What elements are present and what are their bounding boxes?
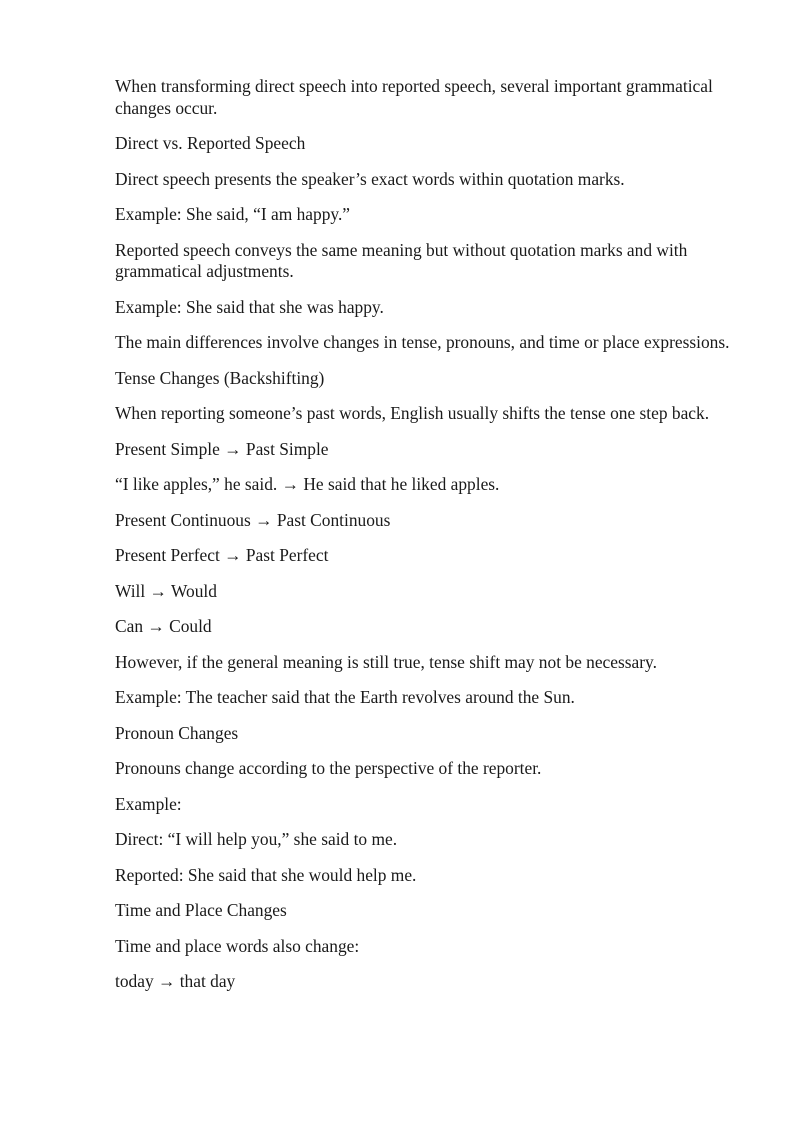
rule-today-that-day: today → that day — [115, 971, 236, 991]
rule-will-would: Will → Would — [115, 580, 217, 601]
intro-paragraph: When transforming direct speech into reported speech, several important grammatical changes occur. — [115, 76, 713, 118]
heading-tense-changes: Tense Changes (Backshifting) — [115, 367, 325, 388]
direct-speech-example: Example: She said, “I am happy.” — [115, 204, 351, 224]
pronoun-example-direct: Direct: “I will help you,” she said to me. — [115, 829, 398, 849]
example-present-simple: “I like apples,” he said. → He said that he liked apples. — [115, 474, 500, 494]
rule-can-could: Can → Could — [115, 616, 212, 636]
rule-present-perfect: Present Perfect → Past Perfect — [115, 545, 329, 565]
general-truth-paragraph: However, if the general meaning is still true, tense shift may not be necessary. — [115, 651, 657, 672]
reported-speech-example: Example: She said that she was happy. — [115, 296, 384, 317]
heading-time-place-changes: Time and Place Changes — [115, 900, 287, 920]
heading-pronoun-changes: Pronoun Changes — [115, 722, 239, 743]
time-place-paragraph: Time and place words also change: — [115, 935, 360, 956]
pronoun-paragraph: Pronouns change according to the perspective of the reporter. — [115, 758, 542, 778]
pronoun-example-reported: Reported: She said that she would help me. — [115, 864, 417, 885]
pronoun-example-label: Example: — [115, 793, 182, 814]
rule-present-simple: Present Simple → Past Simple — [115, 438, 329, 459]
heading-direct-vs-reported: Direct vs. Reported Speech — [115, 133, 306, 153]
backshifting-paragraph: When reporting someone’s past words, English usually shifts the tense one step back. — [115, 403, 710, 423]
document-page — [115, 76, 745, 1007]
direct-speech-definition: Direct speech presents the speaker’s exact words within quotation marks. — [115, 168, 625, 189]
general-truth-example: Example: The teacher said that the Earth revolves around the Sun. — [115, 687, 575, 707]
rule-present-continuous: Present Continuous → Past Continuous — [115, 509, 391, 530]
main-differences-paragraph: The main differences involve changes in tense, pronouns, and time or place expressions. — [115, 332, 730, 352]
reported-speech-definition: Reported speech conveys the same meaning but without quotation marks and with grammatical adjustments. — [115, 239, 688, 281]
